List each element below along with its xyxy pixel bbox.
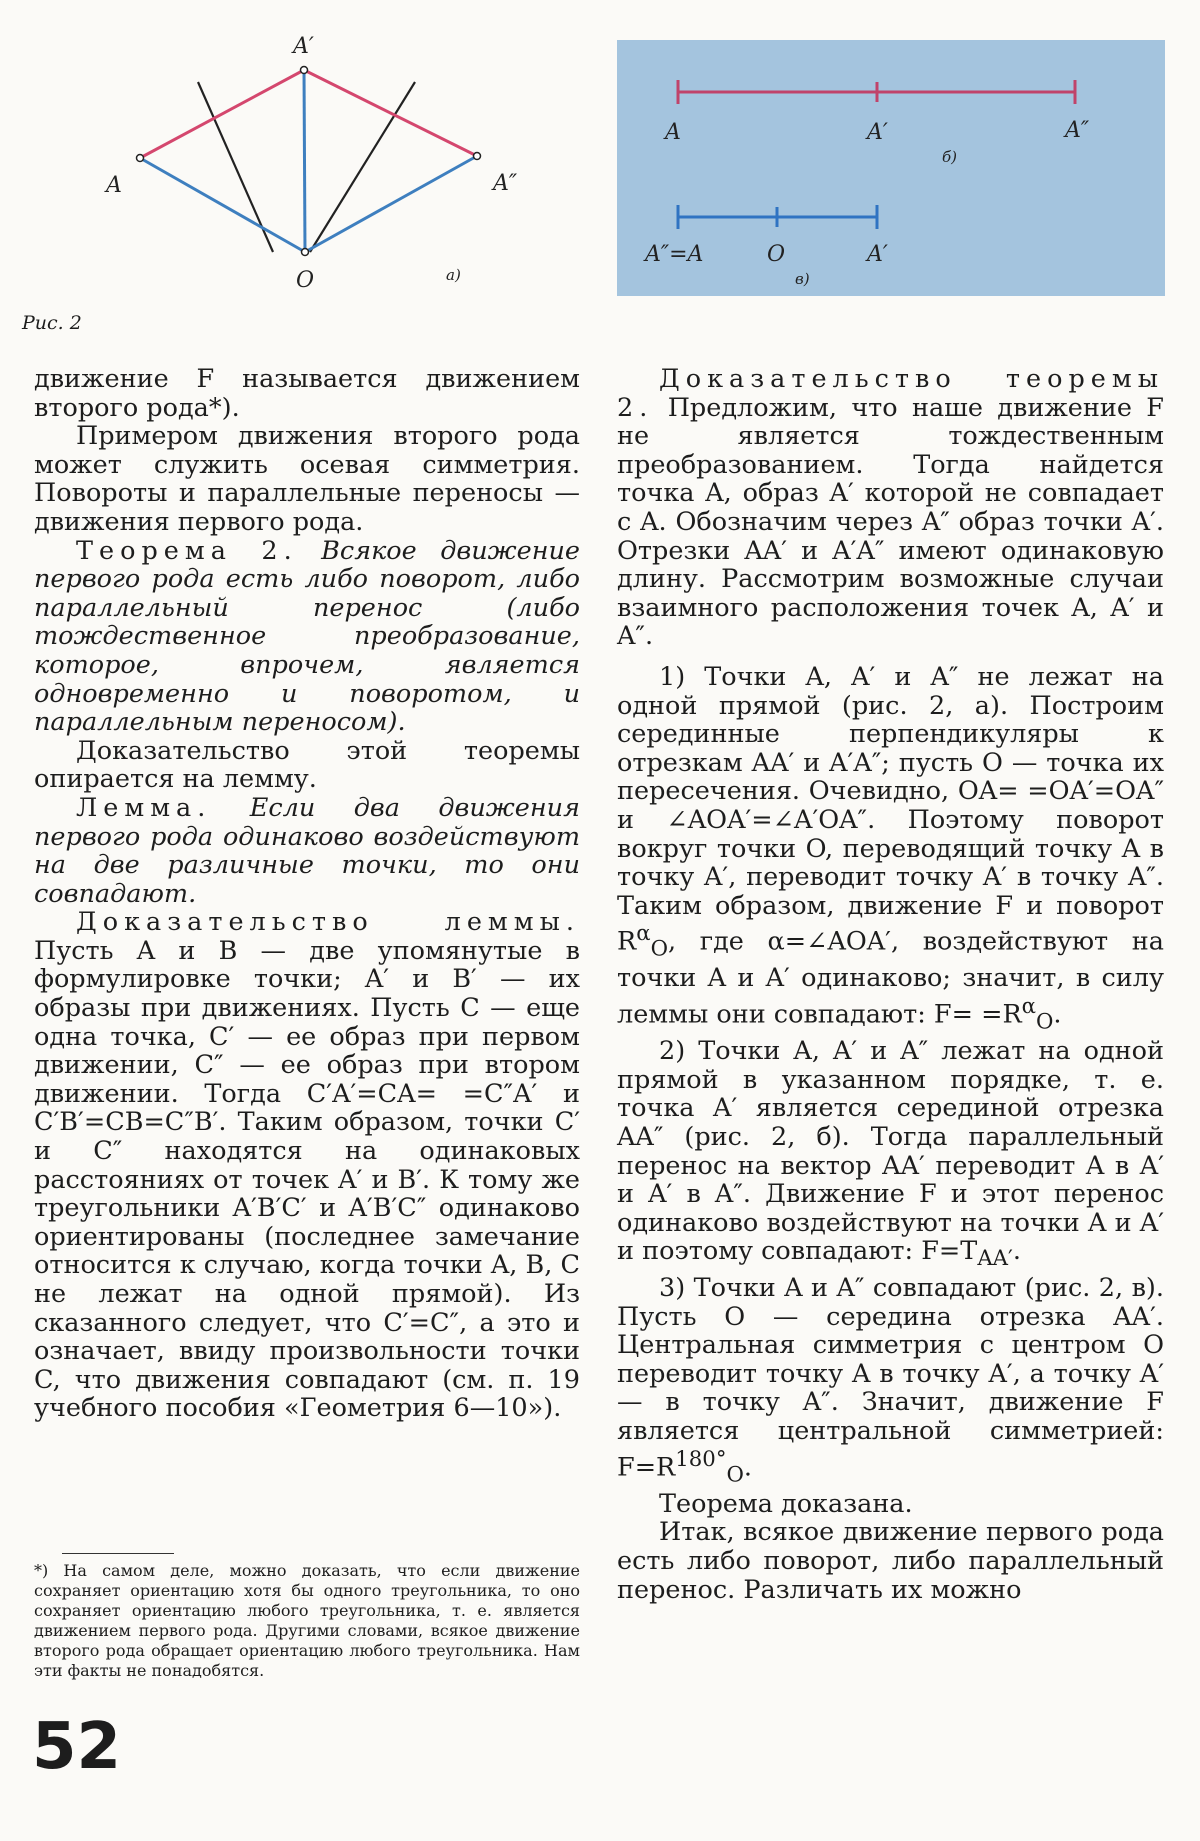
theorem-heading: Теорема 2. [76,535,298,566]
left-p1: движение F называется движением второго рода*). [34,364,580,423]
case1-sub2: O [1036,1009,1054,1035]
label-v-O: O [767,242,786,267]
case2-sub: AA′ [977,1246,1013,1272]
right-p3 [617,1037,1164,1274]
label-A: A [106,173,122,198]
label-v-A2eqA: A″=A [645,242,704,267]
left-p6 [34,908,580,1423]
label-v-A1: A′ [867,242,888,267]
figure-bv-panel [617,40,1165,296]
case3-text: 3) Точки A и A″ совпадают (рис. 2, в). Пусть O — середина отрезка AA′. Центральная симметрия с центром O переводит точку A в точку A′, а точку A′ — в точку A″. Значит, движение F является центральной симметрией: F=R [617,1273,1164,1483]
theorem-proof-text: Предложим, что наше движение F не является тождественным преобразованием. Тогда найдется точка A, образ A′ которой не совпадает с A. Обозначим через A″ образ точки A′. Отрезки AA′ и A′A″ имеют одинаковую длину. Рассмотрим возможные случаи взаимного расположения точек A, A′ и A″. [617,392,1165,652]
label-O: O [296,268,315,293]
label-A2: A″ [493,171,518,196]
figure-a [80,30,540,310]
label-sub-b: б) [942,148,958,166]
right-p4 [617,1274,1164,1490]
left-p3 [34,537,580,737]
segment-A1A2 [304,70,477,156]
label-A1: A′ [293,34,314,59]
figure-caption: Рис. 2 [22,312,82,334]
page-number: 52 [32,1710,122,1784]
lemma-proof-heading: Доказательство леммы. [76,907,580,938]
case1-sub: O [650,936,668,962]
lemma-heading: Лемма. [76,792,212,823]
theorem-text: Всякое движение первого рода есть либо поворот, либо параллельный перенос (либо тождественное преобразование, которое, впрочем, является одновременно и поворотом, и параллельным переносом). [34,535,581,738]
footnote: *) На самом деле, можно доказать, что если движение сохраняет ориентацию хотя бы одного треугольника, то оно сохраняет ориентацию любого треугольника, т. е. является движением первого рода. Другими словами, всякое движение второго рода обращает ориентацию любого треугольника. Нам эти факты не понадобятся. [34,1561,580,1680]
case3-sup: 180° [675,1446,727,1472]
right-p2 [617,663,1164,1037]
case2-end: . [1012,1236,1021,1267]
left-p4: Доказательство этой теоремы опирается на лемму. [34,735,580,795]
point-O [302,249,309,256]
right-p5: Теорема доказана. [659,1488,913,1519]
perpendicular-line-right [310,82,415,252]
lemma-proof-text: Пусть A и B — две упомянутые в формулировке точки; A′ и B′ — их образы при движениях. Пусть C — еще одна точка, C′ — ее образ при первом движении, C″ — ее образ при втором движении. Тогда C′A′=CA= =C″A′ и C′B′=CB=C″B′. Таким образом, точки C′ и C″ находятся на одинаковых расстояниях от точек A′ и B′. К тому же треугольники A′B′C′ и A′B′C″ одинаково ориентированы (последнее замечание относится к случаю, когда точки A, B, C не лежат на одной прямой). Из сказанного следует, что C′=C″, а это и означает, ввиду произвольности точки C, что движения совпадают (см. п. 19 учебного пособия «Геометрия 6—10»). [34,935,580,1424]
left-column [34,365,580,1423]
case3-sub: O [726,1462,744,1488]
left-p2: Примером движения второго рода может служить осевая симметрия. Повороты и параллельные переносы — движения первого рода. [34,421,580,537]
label-sub-v: в) [795,270,810,288]
label-b-A1: A′ [867,120,888,145]
right-column [617,365,1164,1604]
label-b-A2: A″ [1065,118,1090,143]
case1-end: . [1053,999,1062,1030]
point-A2 [474,153,481,160]
case1-rest: , где α=∠AOA′, воздействуют на точки A и A′ одинаково; значит, в силу леммы они совпадают: F= =R [617,926,1164,1030]
case3-end: . [743,1452,752,1483]
footnote-rule [62,1553,174,1554]
case1-sup: α [636,921,651,947]
right-p1 [617,365,1164,651]
lemma-text: Если два движения первого рода одинаково воздействуют на две различные точки, то они совпадают. [34,792,580,909]
point-A1 [301,67,308,74]
segment-AA1 [140,70,304,158]
point-A [137,155,144,162]
left-p5 [34,794,580,908]
case2-text: 2) Точки A, A′ и A″ лежат на одной прямой в указанном порядке, т. е. точка A′ является серединой отрезка AA″ (рис. 2, б). Тогда параллельный перенос на вектор AA′ переводит A в A′ и A′ в A″. Движение F и этот перенос одинаково воздействуют на точки A и A′ и поэтому совпадают: F=T [617,1036,1164,1267]
segment-OA [140,158,305,252]
segment-OA2 [305,156,477,252]
label-b-A: A [665,120,681,145]
theorem-proof-heading: Доказательство теоремы 2. [617,364,1164,423]
segment-OA1 [304,70,305,252]
label-sub-a: а) [446,266,461,284]
right-p6: Итак, всякое движение первого рода есть либо поворот, либо параллельный перенос. Различать их можно [617,1517,1164,1605]
case1-sup2: α [1021,994,1036,1020]
case1-text: 1) Точки A, A′ и A″ не лежат на одной прямой (рис. 2, а). Построим серединные перпендикуляры к отрезкам AA′ и A′A″; пусть O — точка их пересечения. Очевидно, OA= =OA′=OA″ и ∠AOA′=∠A′OA″. Поэтому поворот вокруг точки O, переводящий точку A в точку A′, переводит точку A′ в точку A″. Таким образом, движение F и поворот R [617,661,1164,957]
